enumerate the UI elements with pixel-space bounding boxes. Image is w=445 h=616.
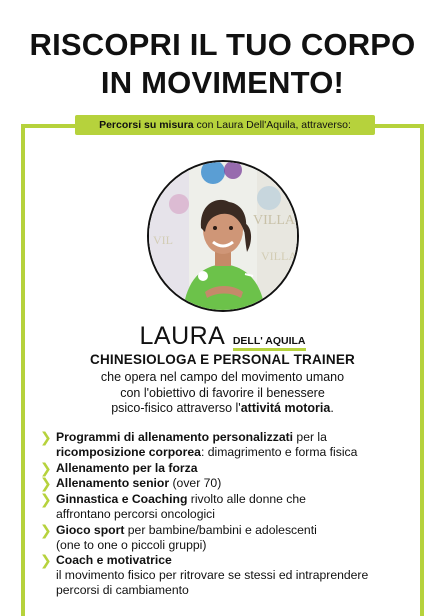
service-line-3: percorsi di cambiamento [56, 582, 189, 597]
banner-bold: Percorsi su misura [99, 119, 194, 131]
desc-line-2: con l'obiettivo di favorire il benessere [120, 385, 325, 400]
frame-border-top-left [21, 124, 77, 128]
headline-line-1: RISCOPRI IL TUO CORPO [29, 27, 416, 62]
service-item [40, 523, 420, 553]
intro-banner [75, 115, 375, 135]
service-text: per bambine/bambini e adolescenti [124, 522, 317, 537]
service-bold: Allenamento senior [56, 476, 170, 491]
chevron-right-icon: ❯ [40, 491, 52, 508]
svg-text:VIL: VIL [153, 233, 173, 247]
first-name: LAURA [139, 322, 226, 350]
service-text: per la [293, 430, 327, 444]
banner-text: con Laura Dell'Aquila, attraverso: [193, 119, 351, 131]
service-text-2: : dimagrimento e forma fisica [200, 444, 358, 459]
frame-border-top-right [373, 124, 424, 128]
chevron-right-icon: ❯ [40, 459, 52, 476]
trainer-description [0, 370, 445, 417]
chevron-right-icon: ❯ [40, 429, 52, 445]
service-item [40, 430, 420, 460]
chevron-right-icon: ❯ [40, 475, 52, 492]
service-item [40, 492, 420, 522]
service-item [40, 476, 420, 491]
service-bold: Gioco sport [56, 522, 125, 537]
headline-line-2: IN MOVIMENTO! [100, 65, 345, 100]
trainer-name [0, 322, 445, 350]
desc-line-3-bold: attivitá motoria [240, 401, 331, 415]
portrait-illustration [149, 162, 297, 310]
service-bold: Programmi di allenamento personalizzati [56, 430, 294, 444]
service-item [40, 461, 420, 476]
desc-line-1: che opera nel campo del movimento umano [100, 370, 345, 384]
svg-text:VILLA: VILLA [253, 213, 295, 228]
service-bold: Allenamento per la forza [56, 460, 198, 475]
service-text: (over 70) [169, 476, 222, 491]
headline [0, 26, 445, 102]
service-text: rivolto alle donne che [187, 492, 306, 507]
service-line-2: (one to one o piccoli gruppi) [56, 537, 207, 552]
chevron-right-icon: ❯ [40, 521, 52, 538]
service-line-2: affrontano percorsi oncologici [56, 506, 215, 521]
service-bold: Coach e motivatrice [56, 553, 172, 568]
services-list [40, 430, 420, 599]
desc-line-3-post: . [330, 401, 334, 415]
trainer-role: CHINESIOLOGA E PERSONAL TRAINER [90, 352, 355, 367]
chevron-right-icon: ❯ [40, 552, 52, 569]
desc-line-3-pre: psico-fisico attraverso l' [111, 401, 241, 415]
svg-text:VILLA: VILLA [261, 249, 297, 263]
service-item [40, 553, 420, 597]
profile-photo [147, 160, 299, 312]
service-bold: Ginnastica e Coaching [56, 492, 188, 507]
service-line-2: il movimento fisico per ritrovare se stessi ed intraprendere [56, 568, 369, 583]
surname: DELL' AQUILA [233, 335, 306, 351]
service-bold-2: ricomposizione corporea [56, 444, 201, 459]
